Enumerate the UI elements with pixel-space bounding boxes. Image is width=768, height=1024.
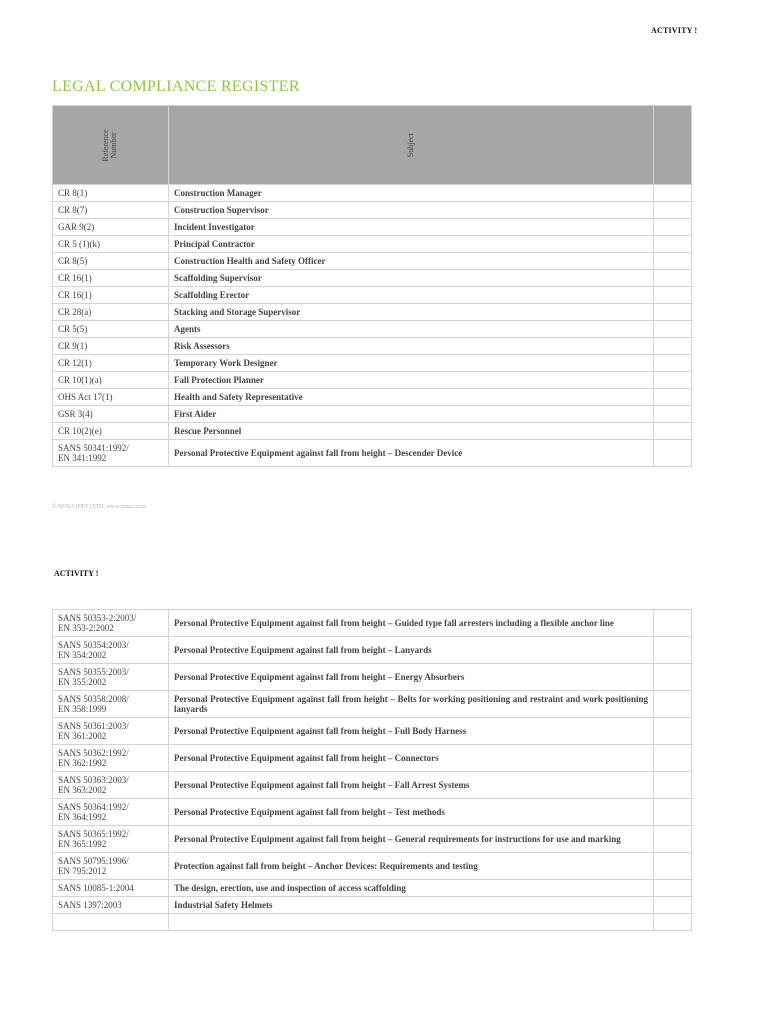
subject-cell: First Aider — [169, 406, 654, 423]
blank-cell — [654, 880, 692, 897]
subject-cell: Personal Protective Equipment against fall from height – Connectors — [169, 745, 654, 772]
reference-cell: CR 8(5) — [53, 253, 169, 270]
blank-cell — [654, 691, 692, 718]
column-header-blank — [654, 106, 692, 185]
blank-cell — [654, 853, 692, 880]
reference-cell: SANS 1397:2003 — [53, 897, 169, 914]
reference-cell: CR 5 (1)(k) — [53, 236, 169, 253]
table-row — [53, 718, 692, 745]
reference-cell: GAR 9(2) — [53, 219, 169, 236]
subject-cell: Personal Protective Equipment against fall from height – Full Body Harness — [169, 718, 654, 745]
table-row — [53, 287, 692, 304]
reference-cell: SANS 50354:2003/ EN 354:2002 — [53, 637, 169, 664]
reference-cell: CR 28(a) — [53, 304, 169, 321]
table-row — [53, 270, 692, 287]
blank-cell — [654, 610, 692, 637]
table-row — [53, 389, 692, 406]
blank-cell — [654, 185, 692, 202]
column-header-reference: Reference Number — [53, 106, 169, 185]
reference-cell: SANS 50365:1992/ EN 365:1992 — [53, 826, 169, 853]
subject-cell: Personal Protective Equipment against fall from height – Lanyards — [169, 637, 654, 664]
reference-cell: GSR 3(4) — [53, 406, 169, 423]
reference-cell: SANS 50355:2003/ EN 355:2002 — [53, 664, 169, 691]
activity-label-mid: ACTIVITY ! — [54, 569, 99, 578]
blank-cell — [654, 321, 692, 338]
reference-cell: CR 16(1) — [53, 270, 169, 287]
table-row — [53, 853, 692, 880]
reference-cell: CR 12(1) — [53, 355, 169, 372]
blank-cell — [654, 406, 692, 423]
reference-cell: SANS 50363:2003/ EN 363:2002 — [53, 772, 169, 799]
table-row — [53, 185, 692, 202]
table-row-empty — [53, 914, 692, 931]
blank-cell — [654, 389, 692, 406]
reference-cell: SANS 50358:2008/ EN 358:1999 — [53, 691, 169, 718]
subject-cell: Construction Manager — [169, 185, 654, 202]
table-row — [53, 372, 692, 389]
blank-cell — [654, 270, 692, 287]
blank-cell — [169, 914, 654, 931]
column-header-subject: Subject — [169, 106, 654, 185]
subject-cell: Risk Assessors — [169, 338, 654, 355]
blank-cell — [654, 799, 692, 826]
blank-cell — [654, 372, 692, 389]
subject-cell: Industrial Safety Helmets — [169, 897, 654, 914]
table-row — [53, 440, 692, 467]
blank-cell — [654, 423, 692, 440]
reference-cell: CR 9(1) — [53, 338, 169, 355]
reference-cell: SANS 50341:1992/ EN 341:1992 — [53, 440, 169, 467]
subject-cell: Scaffolding Supervisor — [169, 270, 654, 287]
blank-cell — [654, 718, 692, 745]
reference-cell: CR 16(1) — [53, 287, 169, 304]
blank-cell — [654, 253, 692, 270]
blank-cell — [654, 219, 692, 236]
table-row — [53, 219, 692, 236]
reference-cell: SANS 50364:1992/ EN 364:1992 — [53, 799, 169, 826]
reference-cell: SANS 10085-1:2004 — [53, 880, 169, 897]
table-row — [53, 880, 692, 897]
table-row — [53, 321, 692, 338]
table-row — [53, 423, 692, 440]
table-row — [53, 236, 692, 253]
blank-cell — [654, 637, 692, 664]
reference-cell: OHS Act 17(1) — [53, 389, 169, 406]
reference-cell: CR 8(7) — [53, 202, 169, 219]
blank-cell — [654, 202, 692, 219]
blank-cell — [654, 745, 692, 772]
blank-cell — [654, 914, 692, 931]
subject-cell: Scaffolding Erector — [169, 287, 654, 304]
blank-cell — [53, 914, 169, 931]
table-row — [53, 338, 692, 355]
subject-cell: Personal Protective Equipment against fall from height – General requirements for instructions for use and marking — [169, 826, 654, 853]
table-row — [53, 253, 692, 270]
table-row — [53, 745, 692, 772]
subject-cell: Personal Protective Equipment against fall from height – Descender Device — [169, 440, 654, 467]
table-row — [53, 799, 692, 826]
activity-label-top: ACTIVITY ! — [651, 26, 698, 35]
blank-cell — [654, 440, 692, 467]
reference-cell: SANS 50353-2:2003/ EN 353-2:2002 — [53, 610, 169, 637]
reference-cell: CR 8(1) — [53, 185, 169, 202]
page-title: LEGAL COMPLIANCE REGISTER — [52, 78, 300, 95]
subject-cell: Construction Supervisor — [169, 202, 654, 219]
blank-cell — [654, 772, 692, 799]
blank-cell — [654, 897, 692, 914]
reference-cell: CR 5(5) — [53, 321, 169, 338]
table-row — [53, 664, 692, 691]
blank-cell — [654, 355, 692, 372]
blank-cell — [654, 287, 692, 304]
reference-cell: SANS 50361:2003/ EN 361:2002 — [53, 718, 169, 745]
table-header-row — [53, 106, 692, 185]
table-row — [53, 897, 692, 914]
table-row — [53, 826, 692, 853]
reference-cell: CR 10(2)(e) — [53, 423, 169, 440]
blank-cell — [654, 826, 692, 853]
reference-cell: SANS 50795:1996/ EN 795:2012 — [53, 853, 169, 880]
blank-cell — [654, 304, 692, 321]
table-row — [53, 637, 692, 664]
subject-cell: Incident Investigator — [169, 219, 654, 236]
subject-cell: Personal Protective Equipment against fall from height – Belts for working positioning and restraint and work positioning lanyards — [169, 691, 654, 718]
table-row — [53, 610, 692, 637]
copyright-footer: © NOSA (PTY) LTD. www.nosa.co.za — [52, 504, 146, 510]
table-row — [53, 355, 692, 372]
table-row — [53, 691, 692, 718]
subject-cell: Stacking and Storage Supervisor — [169, 304, 654, 321]
subject-cell: Temporary Work Designer — [169, 355, 654, 372]
table-row — [53, 772, 692, 799]
subject-cell: Health and Safety Representative — [169, 389, 654, 406]
table-row — [53, 304, 692, 321]
blank-cell — [654, 338, 692, 355]
table-row — [53, 406, 692, 423]
reference-cell: CR 10(1)(a) — [53, 372, 169, 389]
subject-cell: Protection against fall from height – Anchor Devices: Requirements and testing — [169, 853, 654, 880]
subject-cell: Construction Health and Safety Officer — [169, 253, 654, 270]
compliance-table-2 — [52, 609, 692, 931]
subject-cell: The design, erection, use and inspection of access scaffolding — [169, 880, 654, 897]
subject-cell: Principal Contractor — [169, 236, 654, 253]
reference-cell: SANS 50362:1992/ EN 362:1992 — [53, 745, 169, 772]
table-row — [53, 202, 692, 219]
subject-cell: Fall Protection Planner — [169, 372, 654, 389]
subject-cell: Personal Protective Equipment against fall from height – Fall Arrest Systems — [169, 772, 654, 799]
subject-cell: Personal Protective Equipment against fall from height – Guided type fall arresters including a flexible anchor line — [169, 610, 654, 637]
blank-cell — [654, 236, 692, 253]
subject-cell: Personal Protective Equipment against fall from height – Energy Absorbers — [169, 664, 654, 691]
blank-cell — [654, 664, 692, 691]
compliance-table-1 — [52, 105, 692, 467]
subject-cell: Personal Protective Equipment against fall from height – Test methods — [169, 799, 654, 826]
subject-cell: Rescue Personnel — [169, 423, 654, 440]
subject-cell: Agents — [169, 321, 654, 338]
